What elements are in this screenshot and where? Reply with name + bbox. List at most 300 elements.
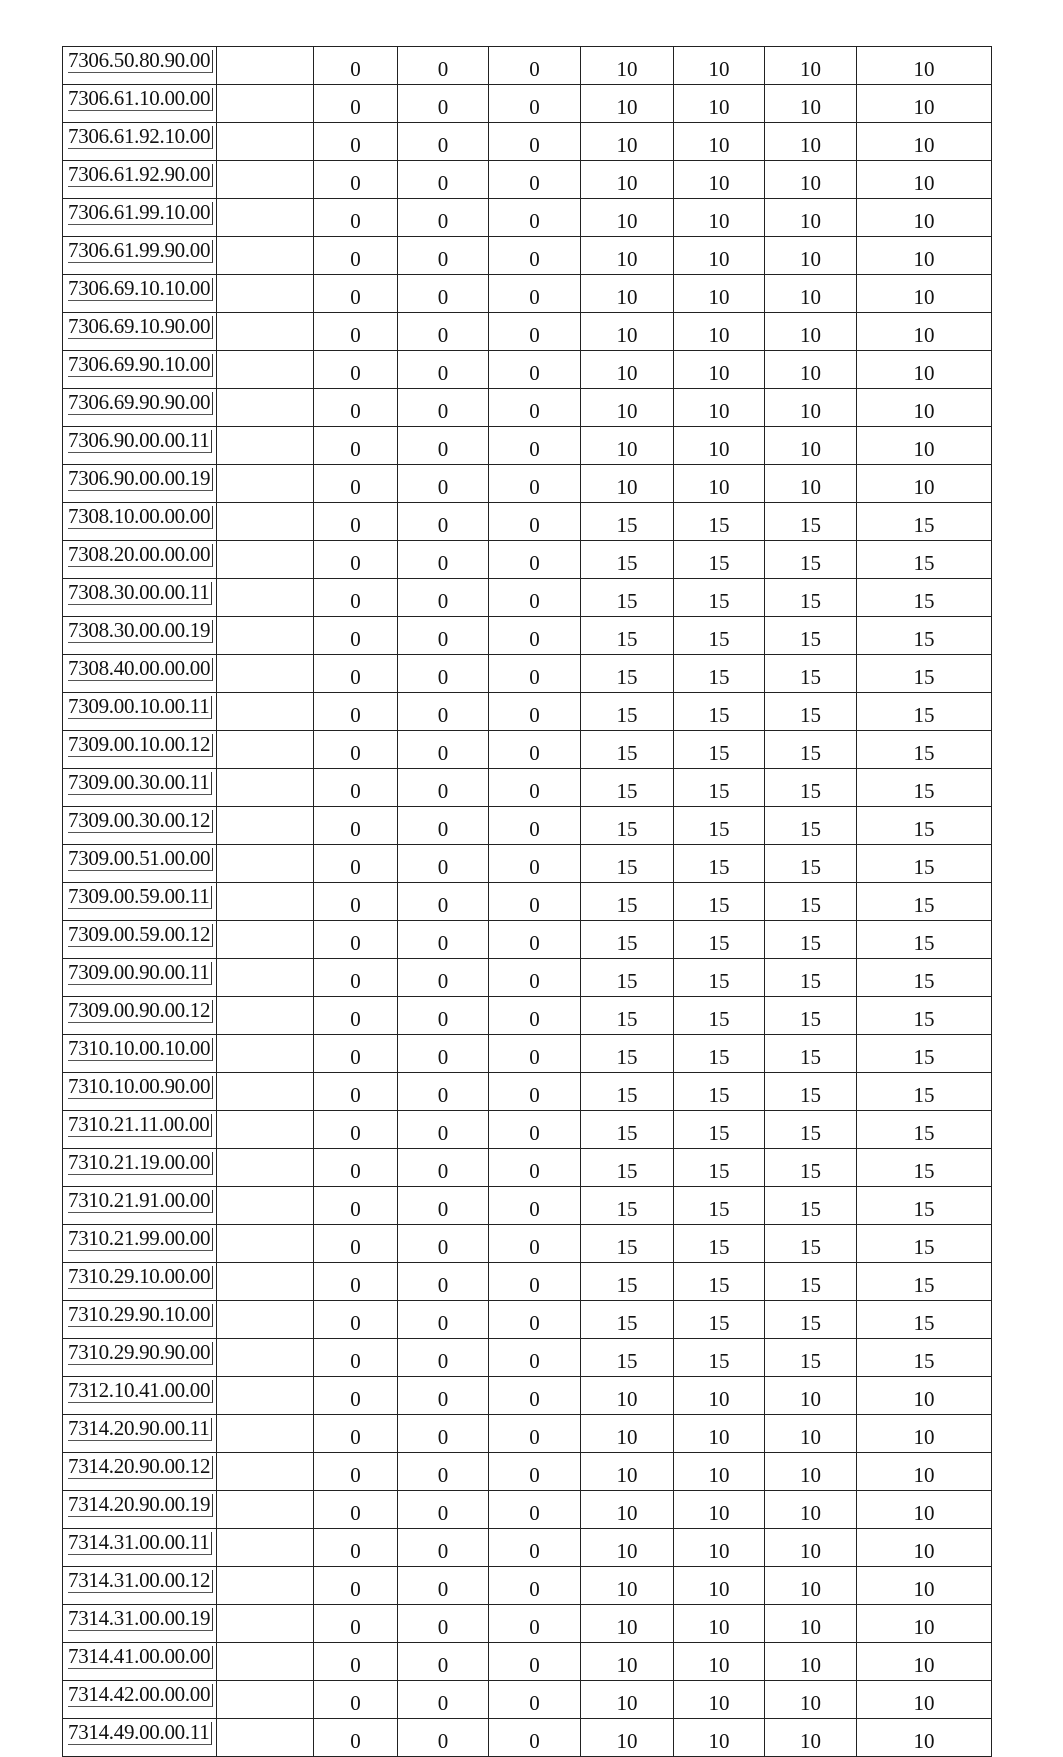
hs-code: 7310.21.19.00.00	[68, 1152, 213, 1175]
rate-cell: 0	[489, 1415, 581, 1453]
hs-code-cell	[63, 465, 217, 503]
rate-cell: 15	[857, 1111, 992, 1149]
description-cell	[217, 1187, 314, 1225]
rate-cell: 0	[314, 1377, 398, 1415]
rate-cell: 10	[765, 237, 857, 275]
table-row	[63, 313, 992, 351]
description-cell	[217, 47, 314, 85]
rate-cell: 0	[489, 313, 581, 351]
table-row	[63, 1301, 992, 1339]
hs-code-cell	[63, 123, 217, 161]
rate-cell: 15	[581, 845, 674, 883]
rate-cell: 0	[489, 1719, 581, 1757]
rate-cell: 0	[314, 1111, 398, 1149]
rate-cell: 10	[581, 1453, 674, 1491]
hs-code-cell	[63, 845, 217, 883]
description-cell	[217, 541, 314, 579]
rate-cell: 10	[765, 465, 857, 503]
rate-cell: 0	[398, 921, 489, 959]
rate-cell: 15	[857, 959, 992, 997]
rate-cell: 10	[581, 389, 674, 427]
rate-cell: 15	[857, 807, 992, 845]
rate-cell: 15	[765, 883, 857, 921]
rate-cell: 10	[581, 351, 674, 389]
hs-code: 7308.20.00.00.00	[68, 544, 213, 567]
rate-cell: 0	[398, 237, 489, 275]
rate-cell: 0	[398, 1263, 489, 1301]
rate-cell: 15	[765, 959, 857, 997]
rate-cell: 0	[398, 199, 489, 237]
description-cell	[217, 465, 314, 503]
rate-cell: 15	[857, 617, 992, 655]
rate-cell: 15	[857, 769, 992, 807]
rate-cell: 10	[765, 427, 857, 465]
rate-cell: 0	[398, 1225, 489, 1263]
rate-cell: 15	[581, 997, 674, 1035]
rate-cell: 0	[489, 1605, 581, 1643]
rate-cell: 15	[857, 1187, 992, 1225]
rate-cell: 0	[314, 1681, 398, 1719]
description-cell	[217, 1035, 314, 1073]
description-cell	[217, 769, 314, 807]
rate-cell: 10	[857, 389, 992, 427]
rate-cell: 15	[857, 655, 992, 693]
table-row	[63, 1149, 992, 1187]
rate-cell: 0	[314, 275, 398, 313]
rate-cell: 0	[398, 1301, 489, 1339]
rate-cell: 10	[765, 1681, 857, 1719]
rate-cell: 10	[857, 161, 992, 199]
table-row	[63, 1339, 992, 1377]
rate-cell: 0	[314, 1035, 398, 1073]
hs-code: 7314.20.90.00.12	[68, 1456, 213, 1479]
rate-cell: 10	[857, 85, 992, 123]
hs-code: 7314.31.00.00.11	[68, 1532, 212, 1555]
rate-cell: 10	[581, 123, 674, 161]
rate-cell: 15	[674, 1225, 765, 1263]
rate-cell: 10	[857, 1491, 992, 1529]
rate-cell: 0	[398, 1643, 489, 1681]
description-cell	[217, 807, 314, 845]
rate-cell: 0	[314, 123, 398, 161]
description-cell	[217, 731, 314, 769]
rate-cell: 0	[314, 1415, 398, 1453]
rate-cell: 0	[489, 655, 581, 693]
rate-cell: 15	[765, 1073, 857, 1111]
rate-cell: 15	[581, 541, 674, 579]
hs-code: 7314.20.90.00.19	[68, 1494, 213, 1517]
rate-cell: 0	[489, 541, 581, 579]
hs-code-cell	[63, 693, 217, 731]
rate-cell: 10	[581, 275, 674, 313]
rate-cell: 15	[857, 579, 992, 617]
rate-cell: 10	[674, 1567, 765, 1605]
rate-cell: 0	[398, 1681, 489, 1719]
table-row	[63, 655, 992, 693]
hs-code-cell	[63, 807, 217, 845]
rate-cell: 0	[398, 1035, 489, 1073]
hs-code-cell	[63, 237, 217, 275]
description-cell	[217, 313, 314, 351]
table-row	[63, 1377, 992, 1415]
description-cell	[217, 1073, 314, 1111]
description-cell	[217, 1415, 314, 1453]
rate-cell: 10	[581, 237, 674, 275]
rate-cell: 10	[765, 1643, 857, 1681]
description-cell	[217, 693, 314, 731]
hs-code-cell	[63, 1643, 217, 1681]
rate-cell: 0	[489, 123, 581, 161]
rate-cell: 0	[398, 731, 489, 769]
rate-cell: 10	[765, 161, 857, 199]
rate-cell: 0	[314, 1263, 398, 1301]
rate-cell: 15	[674, 921, 765, 959]
rate-cell: 0	[398, 47, 489, 85]
table-row	[63, 845, 992, 883]
rate-cell: 15	[857, 1225, 992, 1263]
rate-cell: 10	[857, 351, 992, 389]
hs-code-cell	[63, 275, 217, 313]
description-cell	[217, 579, 314, 617]
hs-code: 7314.31.00.00.12	[68, 1570, 213, 1593]
rate-cell: 15	[581, 579, 674, 617]
rate-cell: 10	[581, 1415, 674, 1453]
rate-cell: 15	[674, 1301, 765, 1339]
rate-cell: 10	[674, 1377, 765, 1415]
table-row	[63, 579, 992, 617]
rate-cell: 15	[857, 883, 992, 921]
rate-cell: 15	[674, 731, 765, 769]
table-row	[63, 693, 992, 731]
rate-cell: 10	[674, 275, 765, 313]
hs-code: 7306.90.00.00.19	[68, 468, 213, 491]
hs-code: 7308.40.00.00.00	[68, 658, 213, 681]
rate-cell: 0	[489, 275, 581, 313]
rate-cell: 15	[581, 1111, 674, 1149]
table-row	[63, 1567, 992, 1605]
rate-cell: 10	[581, 427, 674, 465]
rate-cell: 15	[674, 1339, 765, 1377]
rate-cell: 10	[765, 1415, 857, 1453]
hs-code: 7310.10.00.10.00	[68, 1038, 213, 1061]
rate-cell: 10	[674, 351, 765, 389]
hs-code: 7309.00.10.00.12	[68, 734, 213, 757]
rate-cell: 0	[398, 959, 489, 997]
hs-code-cell	[63, 883, 217, 921]
rate-cell: 0	[489, 1073, 581, 1111]
table-row	[63, 389, 992, 427]
rate-cell: 0	[489, 465, 581, 503]
rate-cell: 0	[398, 1453, 489, 1491]
hs-code-cell	[63, 1681, 217, 1719]
table-row	[63, 465, 992, 503]
rate-cell: 0	[314, 199, 398, 237]
rate-cell: 0	[398, 275, 489, 313]
description-cell	[217, 921, 314, 959]
rate-cell: 0	[489, 85, 581, 123]
rate-cell: 15	[765, 617, 857, 655]
rate-cell: 0	[398, 1529, 489, 1567]
rate-cell: 0	[489, 921, 581, 959]
rate-cell: 10	[765, 1719, 857, 1757]
rate-cell: 0	[489, 1225, 581, 1263]
table-row	[63, 1719, 992, 1757]
rate-cell: 10	[674, 161, 765, 199]
rate-cell: 0	[398, 1073, 489, 1111]
table-row	[63, 997, 992, 1035]
rate-cell: 10	[674, 1529, 765, 1567]
rate-cell: 0	[314, 883, 398, 921]
rate-cell: 0	[398, 769, 489, 807]
table-row	[63, 769, 992, 807]
hs-code-cell	[63, 655, 217, 693]
hs-code: 7306.69.90.10.00	[68, 354, 213, 377]
hs-code-cell	[63, 351, 217, 389]
rate-cell: 15	[581, 1339, 674, 1377]
rate-cell: 15	[674, 503, 765, 541]
rate-cell: 0	[314, 959, 398, 997]
description-cell	[217, 617, 314, 655]
table-row	[63, 1035, 992, 1073]
rate-cell: 0	[489, 47, 581, 85]
rate-cell: 15	[765, 769, 857, 807]
description-cell	[217, 1567, 314, 1605]
description-cell	[217, 845, 314, 883]
table-row	[63, 1491, 992, 1529]
table-row	[63, 275, 992, 313]
description-cell	[217, 1149, 314, 1187]
rate-cell: 10	[581, 1719, 674, 1757]
rate-cell: 10	[857, 313, 992, 351]
hs-code: 7306.61.99.90.00	[68, 240, 213, 263]
rate-cell: 15	[674, 541, 765, 579]
rate-cell: 10	[857, 199, 992, 237]
rate-cell: 0	[489, 1529, 581, 1567]
rate-cell: 15	[674, 845, 765, 883]
rate-cell: 0	[314, 617, 398, 655]
rate-cell: 10	[581, 199, 674, 237]
rate-cell: 15	[765, 693, 857, 731]
rate-cell: 0	[314, 1605, 398, 1643]
hs-code: 7314.41.00.00.00	[68, 1646, 213, 1669]
rate-cell: 10	[857, 47, 992, 85]
table-row	[63, 351, 992, 389]
description-cell	[217, 1111, 314, 1149]
hs-code: 7314.42.00.00.00	[68, 1684, 213, 1707]
hs-code: 7306.90.00.00.11	[68, 430, 212, 453]
rate-cell: 0	[489, 693, 581, 731]
table-row	[63, 1225, 992, 1263]
hs-code-cell	[63, 1453, 217, 1491]
table-row	[63, 237, 992, 275]
hs-code-cell	[63, 1035, 217, 1073]
hs-code-cell	[63, 1567, 217, 1605]
table-row	[63, 1681, 992, 1719]
rate-cell: 15	[674, 807, 765, 845]
rate-cell: 0	[489, 1339, 581, 1377]
rate-cell: 0	[314, 1073, 398, 1111]
rate-cell: 0	[314, 1529, 398, 1567]
hs-code: 7306.61.92.10.00	[68, 126, 213, 149]
description-cell	[217, 1681, 314, 1719]
rate-cell: 0	[398, 161, 489, 199]
hs-code-cell	[63, 1263, 217, 1301]
rate-cell: 0	[398, 123, 489, 161]
rate-cell: 15	[581, 883, 674, 921]
rate-cell: 10	[674, 313, 765, 351]
rate-cell: 15	[765, 845, 857, 883]
rate-cell: 0	[489, 1301, 581, 1339]
rate-cell: 10	[765, 1567, 857, 1605]
description-cell	[217, 503, 314, 541]
rate-cell: 15	[674, 769, 765, 807]
description-cell	[217, 1643, 314, 1681]
rate-cell: 0	[314, 389, 398, 427]
rate-cell: 0	[398, 997, 489, 1035]
hs-code: 7306.61.10.00.00	[68, 88, 213, 111]
rate-cell: 0	[314, 1225, 398, 1263]
hs-code-cell	[63, 1377, 217, 1415]
rate-cell: 0	[489, 617, 581, 655]
description-cell	[217, 1529, 314, 1567]
table-row	[63, 123, 992, 161]
rate-cell: 10	[765, 1491, 857, 1529]
hs-code: 7309.00.30.00.11	[68, 772, 212, 795]
rate-cell: 15	[674, 883, 765, 921]
rate-cell: 0	[489, 1263, 581, 1301]
rate-cell: 10	[581, 313, 674, 351]
hs-code-cell	[63, 1149, 217, 1187]
hs-code-cell	[63, 541, 217, 579]
rate-cell: 15	[581, 1263, 674, 1301]
rate-cell: 15	[857, 1149, 992, 1187]
tariff-table-body	[63, 47, 992, 1757]
rate-cell: 0	[314, 1491, 398, 1529]
rate-cell: 0	[314, 731, 398, 769]
table-row	[63, 1263, 992, 1301]
rate-cell: 15	[581, 1225, 674, 1263]
rate-cell: 0	[398, 541, 489, 579]
rate-cell: 15	[765, 503, 857, 541]
rate-cell: 0	[314, 85, 398, 123]
rate-cell: 15	[581, 693, 674, 731]
rate-cell: 15	[581, 921, 674, 959]
rate-cell: 0	[314, 541, 398, 579]
hs-code-cell	[63, 1719, 217, 1757]
rate-cell: 0	[314, 1339, 398, 1377]
hs-code: 7308.10.00.00.00	[68, 506, 213, 529]
table-row	[63, 883, 992, 921]
rate-cell: 15	[857, 1301, 992, 1339]
rate-cell: 10	[674, 1453, 765, 1491]
rate-cell: 10	[765, 351, 857, 389]
rate-cell: 15	[674, 693, 765, 731]
rate-cell: 15	[765, 1301, 857, 1339]
rate-cell: 0	[489, 161, 581, 199]
rate-cell: 10	[674, 1491, 765, 1529]
rate-cell: 15	[674, 655, 765, 693]
rate-cell: 0	[398, 389, 489, 427]
hs-code: 7306.69.10.90.00	[68, 316, 213, 339]
description-cell	[217, 1719, 314, 1757]
hs-code: 7310.21.99.00.00	[68, 1228, 213, 1251]
hs-code-cell	[63, 313, 217, 351]
table-row	[63, 161, 992, 199]
rate-cell: 15	[581, 769, 674, 807]
rate-cell: 10	[857, 1681, 992, 1719]
rate-cell: 0	[489, 1681, 581, 1719]
rate-cell: 15	[674, 1263, 765, 1301]
rate-cell: 0	[314, 921, 398, 959]
rate-cell: 10	[765, 1529, 857, 1567]
rate-cell: 0	[314, 997, 398, 1035]
hs-code: 7309.00.30.00.12	[68, 810, 213, 833]
description-cell	[217, 959, 314, 997]
rate-cell: 15	[765, 1149, 857, 1187]
rate-cell: 10	[765, 1377, 857, 1415]
table-row	[63, 1643, 992, 1681]
table-row	[63, 959, 992, 997]
hs-code-cell	[63, 617, 217, 655]
rate-cell: 0	[489, 959, 581, 997]
rate-cell: 10	[765, 275, 857, 313]
hs-code-cell	[63, 389, 217, 427]
rate-cell: 15	[674, 959, 765, 997]
table-row	[63, 1073, 992, 1111]
rate-cell: 0	[398, 313, 489, 351]
rate-cell: 15	[674, 1149, 765, 1187]
rate-cell: 0	[489, 579, 581, 617]
description-cell	[217, 1453, 314, 1491]
rate-cell: 0	[314, 655, 398, 693]
rate-cell: 10	[581, 1681, 674, 1719]
hs-code-cell	[63, 47, 217, 85]
rate-cell: 10	[765, 313, 857, 351]
rate-cell: 15	[765, 731, 857, 769]
rate-cell: 10	[674, 465, 765, 503]
table-row	[63, 617, 992, 655]
rate-cell: 10	[765, 389, 857, 427]
rate-cell: 15	[857, 693, 992, 731]
description-cell	[217, 883, 314, 921]
rate-cell: 0	[314, 1187, 398, 1225]
rate-cell: 0	[489, 845, 581, 883]
rate-cell: 15	[857, 1263, 992, 1301]
rate-cell: 0	[489, 883, 581, 921]
rate-cell: 15	[765, 1035, 857, 1073]
rate-cell: 10	[857, 427, 992, 465]
rate-cell: 0	[398, 807, 489, 845]
hs-code-cell	[63, 1605, 217, 1643]
rate-cell: 15	[765, 541, 857, 579]
rate-cell: 15	[857, 1035, 992, 1073]
rate-cell: 15	[857, 1073, 992, 1111]
hs-code-cell	[63, 1187, 217, 1225]
table-row	[63, 199, 992, 237]
rate-cell: 10	[674, 1605, 765, 1643]
hs-code-cell	[63, 731, 217, 769]
rate-cell: 0	[489, 1643, 581, 1681]
hs-code: 7309.00.90.00.11	[68, 962, 212, 985]
rate-cell: 10	[674, 1415, 765, 1453]
rate-cell: 15	[765, 921, 857, 959]
rate-cell: 0	[398, 1377, 489, 1415]
rate-cell: 15	[674, 1111, 765, 1149]
hs-code: 7314.20.90.00.11	[68, 1418, 212, 1441]
rate-cell: 0	[489, 1491, 581, 1529]
hs-code-cell	[63, 959, 217, 997]
description-cell	[217, 1301, 314, 1339]
